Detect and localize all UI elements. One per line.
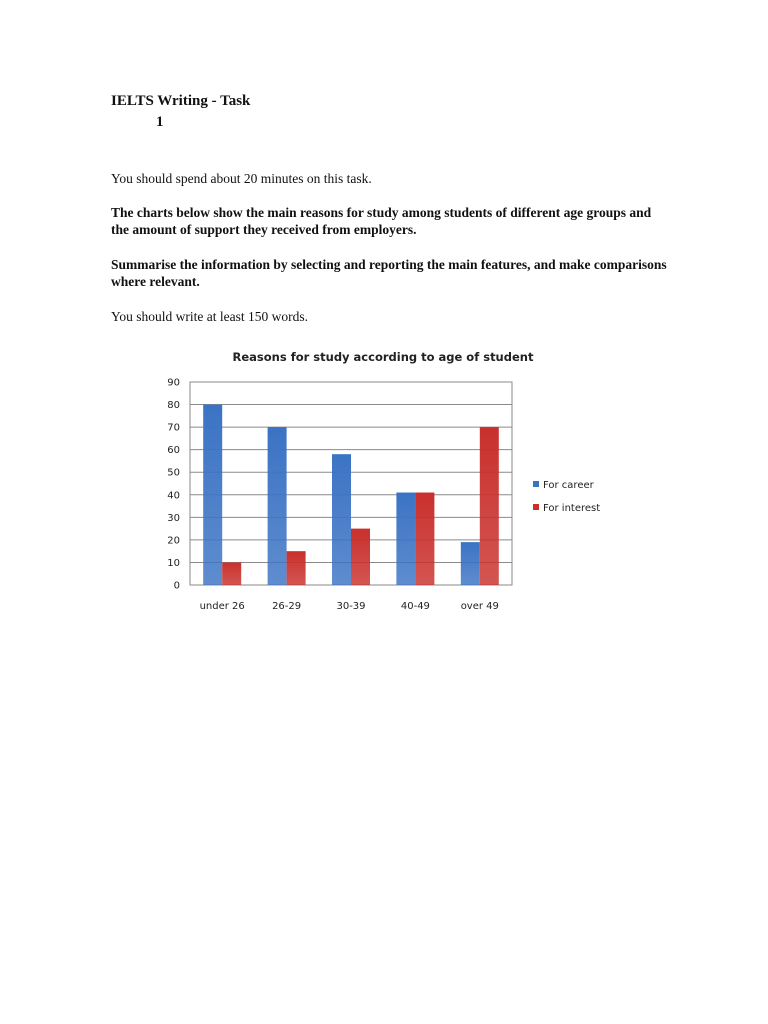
x-category-label: under 26 bbox=[199, 601, 245, 612]
bar-for-career bbox=[268, 427, 287, 585]
y-tick-label: 90 bbox=[167, 377, 180, 389]
word-count-instruction: You should write at least 150 words. bbox=[111, 309, 308, 324]
bar-chart bbox=[150, 342, 620, 622]
bar-for-interest bbox=[287, 551, 306, 585]
legend-swatch bbox=[533, 481, 539, 487]
bar-for-interest bbox=[480, 427, 499, 585]
x-category-label: 30-39 bbox=[336, 601, 366, 612]
x-category-label: 40-49 bbox=[400, 601, 430, 612]
chart-description: The charts below show the main reasons for study among students of different age groups and the amount of support they received from employers. bbox=[111, 205, 652, 237]
task-instruction: Summarise the information by selecting and reporting the main features, and make comparisons where relevant. bbox=[111, 257, 667, 289]
bar-for-career bbox=[396, 493, 415, 585]
x-category-label: 26-29 bbox=[272, 601, 302, 612]
bar-for-career bbox=[332, 454, 351, 585]
bar-for-career bbox=[461, 542, 480, 585]
page-title: IELTS Writing - Task bbox=[111, 93, 251, 109]
bar-for-career bbox=[203, 405, 222, 585]
legend-swatch bbox=[533, 504, 539, 510]
y-tick-label: 10 bbox=[167, 557, 180, 569]
y-tick-label: 20 bbox=[167, 535, 180, 547]
y-tick-label: 80 bbox=[167, 400, 180, 412]
legend-label: For career bbox=[543, 480, 594, 491]
y-tick-label: 30 bbox=[167, 512, 180, 524]
time-instruction: You should spend about 20 minutes on this task. bbox=[111, 171, 372, 186]
task-number: 1 bbox=[156, 114, 164, 130]
x-category-label: over 49 bbox=[460, 601, 499, 612]
legend-label: For interest bbox=[543, 503, 601, 514]
y-tick-label: 0 bbox=[173, 580, 180, 592]
bar-for-interest bbox=[351, 529, 370, 585]
y-tick-label: 50 bbox=[167, 467, 180, 479]
y-tick-label: 70 bbox=[167, 422, 180, 434]
y-tick-label: 40 bbox=[167, 490, 180, 502]
bar-for-interest bbox=[222, 562, 241, 585]
bar-for-interest bbox=[415, 493, 434, 585]
chart-title: Reasons for study according to age of student bbox=[232, 350, 534, 364]
legend bbox=[533, 480, 600, 514]
y-tick-label: 60 bbox=[167, 445, 180, 457]
